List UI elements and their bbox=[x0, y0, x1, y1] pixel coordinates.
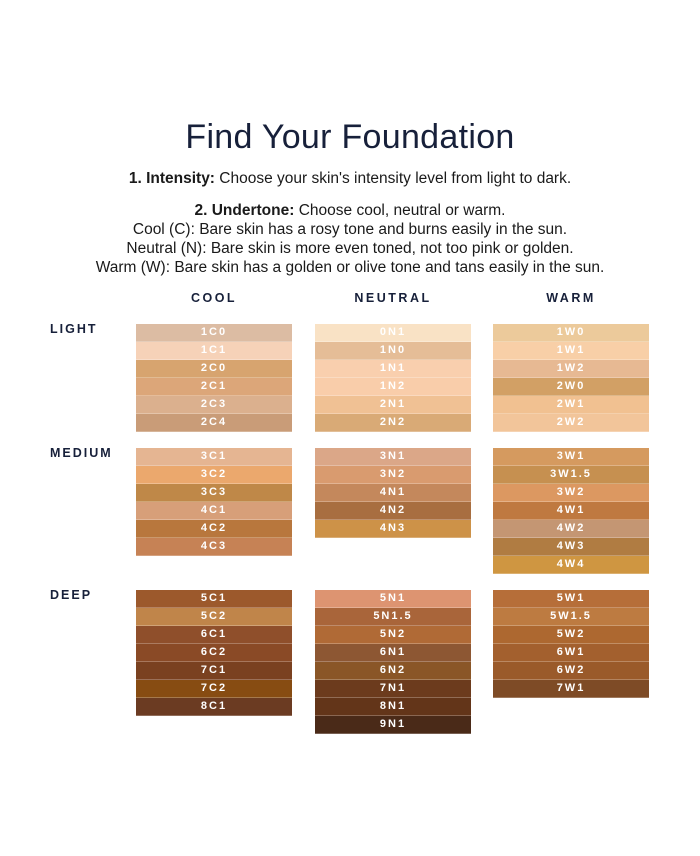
warm-description: Warm (W): Bare skin has a golden or olive tone and tans easily in the sun. bbox=[95, 259, 605, 276]
shade-swatch-6c2: 6C2 bbox=[136, 644, 292, 662]
undertone-text: Choose cool, neutral or warm. bbox=[294, 202, 506, 219]
deep-warm-shades bbox=[493, 590, 649, 698]
shade-swatch-4c3: 4C3 bbox=[136, 538, 292, 556]
shade-swatch-2w2: 2W2 bbox=[493, 414, 649, 432]
shade-swatch-7c2: 7C2 bbox=[136, 680, 292, 698]
shade-swatch-4w4: 4W4 bbox=[493, 556, 649, 574]
shade-swatch-5w2: 5W2 bbox=[493, 626, 649, 644]
light-cool-shades bbox=[136, 324, 292, 432]
shade-swatch-5c1: 5C1 bbox=[136, 590, 292, 608]
shade-swatch-3n2: 3N2 bbox=[315, 466, 471, 484]
shade-swatch-3n1: 3N1 bbox=[315, 448, 471, 466]
shade-swatch-6n2: 6N2 bbox=[315, 662, 471, 680]
shade-swatch-5n2: 5N2 bbox=[315, 626, 471, 644]
shade-swatch-4c2: 4C2 bbox=[136, 520, 292, 538]
medium-cool-shades bbox=[136, 448, 292, 556]
shade-swatch-1w0: 1W0 bbox=[493, 324, 649, 342]
shade-swatch-3c2: 3C2 bbox=[136, 466, 292, 484]
medium-warm-shades bbox=[493, 448, 649, 574]
shade-swatch-4n1: 4N1 bbox=[315, 484, 471, 502]
shade-swatch-5w1-5: 5W1.5 bbox=[493, 608, 649, 626]
shade-swatch-1c1: 1C1 bbox=[136, 342, 292, 360]
shade-swatch-1n1: 1N1 bbox=[315, 360, 471, 378]
column-header-cool: COOL bbox=[190, 291, 238, 305]
shade-swatch-2w0: 2W0 bbox=[493, 378, 649, 396]
shade-swatch-2n2: 2N2 bbox=[315, 414, 471, 432]
shade-swatch-1c0: 1C0 bbox=[136, 324, 292, 342]
shade-swatch-5n1: 5N1 bbox=[315, 590, 471, 608]
shade-swatch-4w2: 4W2 bbox=[493, 520, 649, 538]
row-header-medium: MEDIUM bbox=[50, 446, 113, 460]
shade-swatch-3c3: 3C3 bbox=[136, 484, 292, 502]
undertone-label: 2. Undertone: bbox=[194, 202, 295, 219]
shade-swatch-1w2: 1W2 bbox=[493, 360, 649, 378]
column-header-neutral: NEUTRAL bbox=[354, 291, 432, 305]
shade-swatch-3w1: 3W1 bbox=[493, 448, 649, 466]
light-warm-shades bbox=[493, 324, 649, 432]
cool-description: Cool (C): Bare skin has a rosy tone and burns easily in the sun. bbox=[132, 221, 568, 238]
shade-swatch-3w1-5: 3W1.5 bbox=[493, 466, 649, 484]
shade-swatch-6c1: 6C1 bbox=[136, 626, 292, 644]
shade-swatch-5n1-5: 5N1.5 bbox=[315, 608, 471, 626]
shade-swatch-3c1: 3C1 bbox=[136, 448, 292, 466]
shade-swatch-7c1: 7C1 bbox=[136, 662, 292, 680]
shade-swatch-8n1: 8N1 bbox=[315, 698, 471, 716]
shade-swatch-7w1: 7W1 bbox=[493, 680, 649, 698]
shade-swatch-4w1: 4W1 bbox=[493, 502, 649, 520]
shade-swatch-7n1: 7N1 bbox=[315, 680, 471, 698]
undertone-instruction bbox=[0, 202, 700, 220]
shade-swatch-2c4: 2C4 bbox=[136, 414, 292, 432]
shade-swatch-4w3: 4W3 bbox=[493, 538, 649, 556]
shade-swatch-9n1: 9N1 bbox=[315, 716, 471, 734]
row-header-light: LIGHT bbox=[50, 322, 98, 336]
shade-swatch-6w1: 6W1 bbox=[493, 644, 649, 662]
shade-swatch-2n1: 2N1 bbox=[315, 396, 471, 414]
page-title: Find Your Foundation bbox=[185, 118, 515, 156]
light-neutral-shades bbox=[315, 324, 471, 432]
shade-swatch-4n3: 4N3 bbox=[315, 520, 471, 538]
shade-swatch-1n2: 1N2 bbox=[315, 378, 471, 396]
shade-swatch-1n0: 1N0 bbox=[315, 342, 471, 360]
shade-swatch-2c1: 2C1 bbox=[136, 378, 292, 396]
shade-swatch-2c3: 2C3 bbox=[136, 396, 292, 414]
medium-neutral-shades bbox=[315, 448, 471, 538]
shade-swatch-0n1: 0N1 bbox=[315, 324, 471, 342]
intensity-instruction bbox=[0, 170, 700, 188]
shade-swatch-3w2: 3W2 bbox=[493, 484, 649, 502]
row-header-deep: DEEP bbox=[50, 588, 93, 602]
intensity-text: Choose your skin's intensity level from light to dark. bbox=[214, 170, 572, 187]
shade-swatch-5w1: 5W1 bbox=[493, 590, 649, 608]
neutral-description: Neutral (N): Bare skin is more even toned, not too pink or golden. bbox=[126, 240, 574, 257]
shade-swatch-4n2: 4N2 bbox=[315, 502, 471, 520]
shade-swatch-4c1: 4C1 bbox=[136, 502, 292, 520]
shade-swatch-8c1: 8C1 bbox=[136, 698, 292, 716]
shade-swatch-1w1: 1W1 bbox=[493, 342, 649, 360]
shade-swatch-6n1: 6N1 bbox=[315, 644, 471, 662]
shade-swatch-5c2: 5C2 bbox=[136, 608, 292, 626]
column-header-warm: WARM bbox=[546, 291, 596, 305]
shade-swatch-2c0: 2C0 bbox=[136, 360, 292, 378]
intensity-label: 1. Intensity: bbox=[128, 170, 215, 187]
deep-cool-shades bbox=[136, 590, 292, 716]
deep-neutral-shades bbox=[315, 590, 471, 734]
shade-swatch-2w1: 2W1 bbox=[493, 396, 649, 414]
shade-swatch-6w2: 6W2 bbox=[493, 662, 649, 680]
